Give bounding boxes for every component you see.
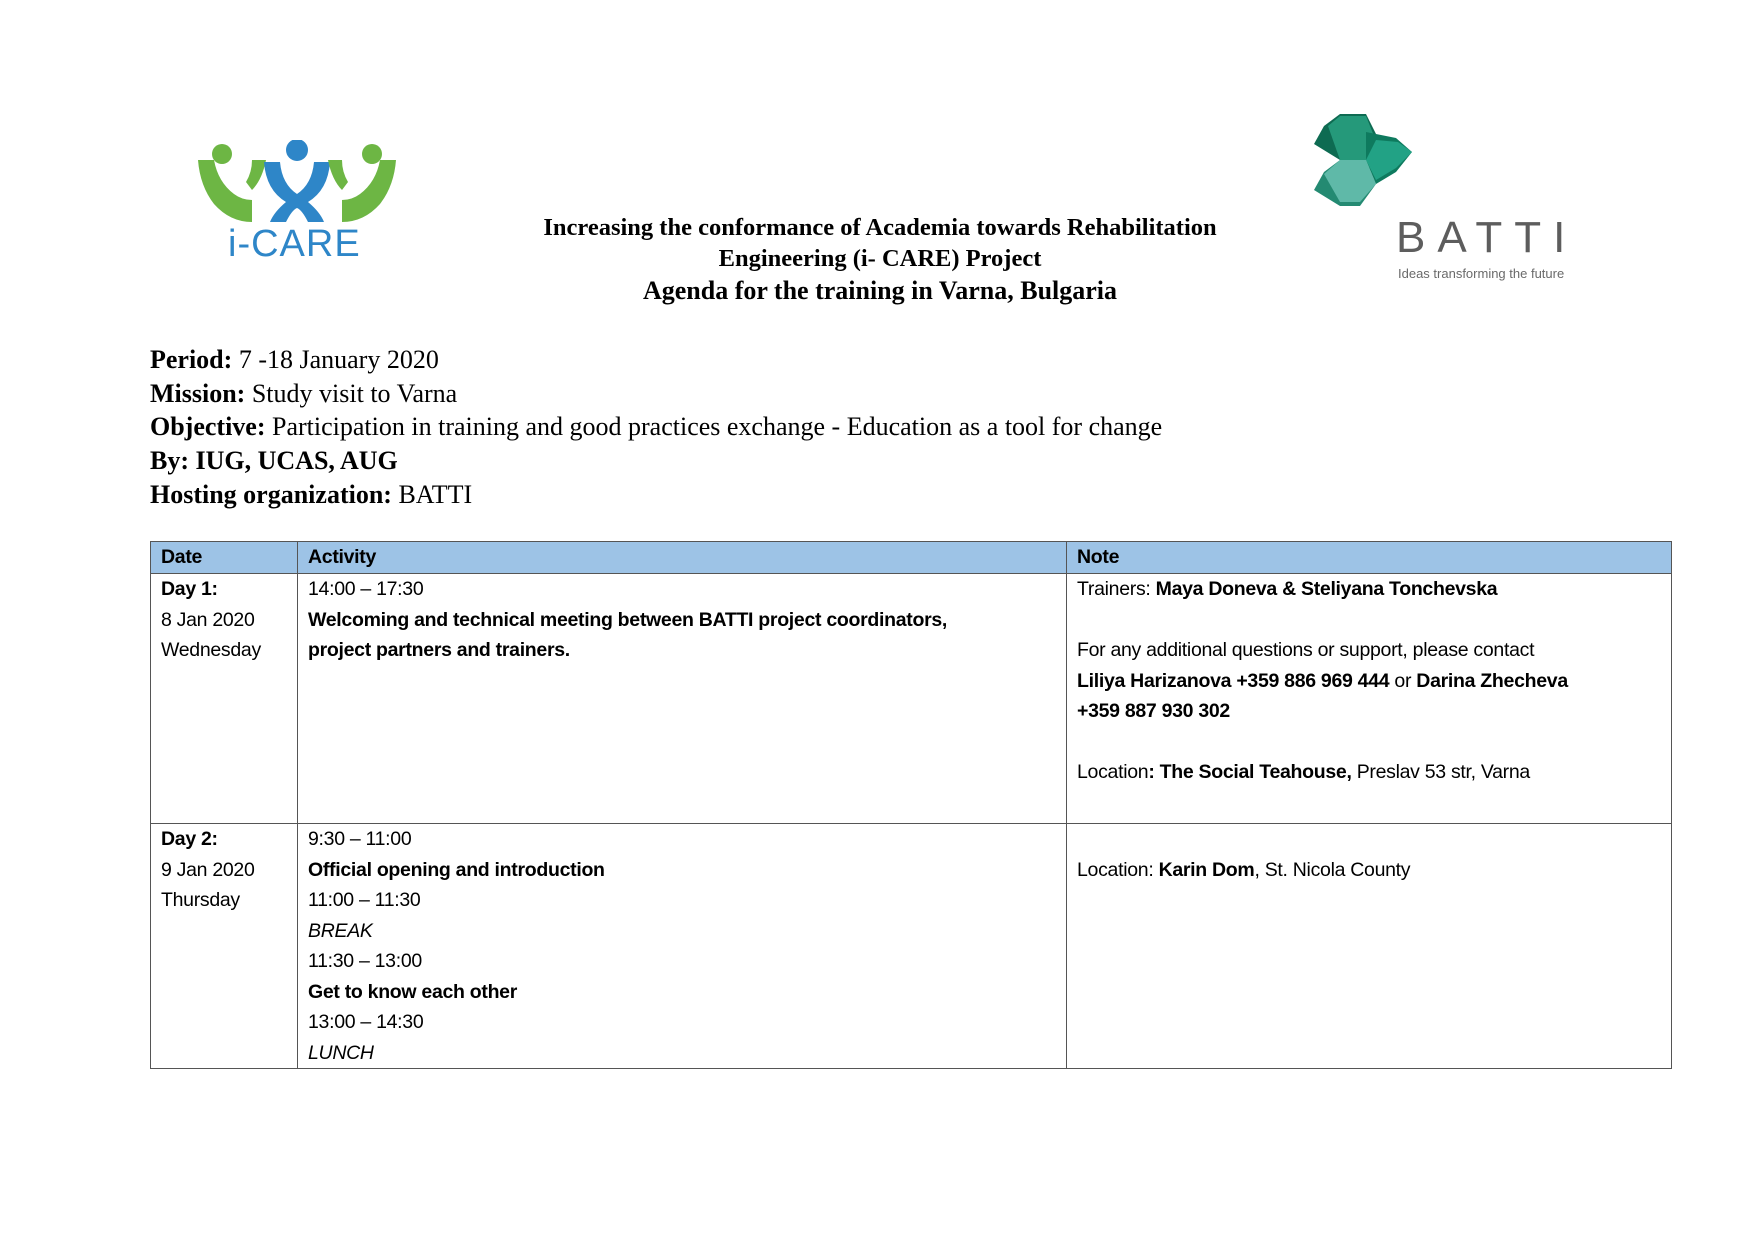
contact-1: Liliya Harizanova +359 886 969 444	[1077, 669, 1390, 692]
note-cell	[1067, 824, 1672, 1069]
activity-title: BREAK	[308, 919, 373, 942]
document-title	[470, 212, 1290, 307]
spacer	[1077, 824, 1661, 855]
activity-title: Get to know each other	[308, 980, 518, 1003]
batti-logo-tagline: Ideas transforming the future	[1398, 266, 1565, 281]
trainers-label: Trainers:	[1077, 578, 1156, 600]
activity-time: 9:30 – 11:00	[308, 828, 412, 850]
period-label: Period:	[150, 345, 233, 374]
agenda-table	[150, 541, 1672, 1069]
activity-title: Official opening and introduction	[308, 858, 605, 881]
activity-cell	[298, 824, 1067, 1069]
weekday-value: Thursday	[161, 889, 240, 911]
date-cell	[151, 824, 298, 1069]
date-cell	[151, 574, 298, 824]
weekday-value: Wednesday	[161, 639, 261, 661]
hosting-line	[150, 478, 1162, 512]
location-place: : The Social Teahouse,	[1148, 761, 1352, 783]
activity-title: LUNCH	[308, 1041, 374, 1064]
objective-line	[150, 410, 1162, 444]
activity-time: 13:00 – 14:30	[308, 1011, 424, 1033]
location-address: , St. Nicola County	[1254, 858, 1411, 881]
activity-cell	[298, 574, 1067, 824]
date-value: 8 Jan 2020	[161, 608, 255, 631]
header-date: Date	[151, 542, 298, 574]
mission-label: Mission:	[150, 378, 246, 408]
mission-line	[150, 377, 1162, 411]
activity-title: Welcoming and technical meeting between BATTI project coordinators,	[308, 608, 948, 631]
day-label: Day 2:	[161, 828, 218, 850]
batti-logo	[1310, 112, 1600, 287]
activity-title-continued: project partners and trainers.	[308, 639, 570, 661]
hosting-label: Hosting organization:	[150, 479, 392, 509]
by-line	[150, 444, 1162, 478]
table-header-row	[151, 542, 1672, 574]
training-info	[150, 343, 1162, 512]
batti-logo-name: BATTI	[1396, 213, 1578, 262]
by-label: By: IUG, UCAS, AUG	[150, 446, 398, 476]
activity-time: 11:00 – 11:30	[308, 889, 421, 911]
contact-text: For any additional questions or support, please contact	[1077, 639, 1535, 661]
activity-time: 11:30 – 13:00	[308, 950, 422, 972]
note-cell	[1067, 574, 1672, 824]
contact-2-phone: +359 887 930 302	[1077, 700, 1230, 722]
location-address: Preslav 53 str, Varna	[1351, 761, 1530, 783]
spacer	[1077, 605, 1661, 636]
icare-logo-text: i-CARE	[228, 223, 361, 265]
contact-line	[1077, 666, 1661, 697]
period-line	[150, 343, 1162, 377]
objective-value: Participation in training and good practices exchange - Education as a tool for change	[265, 412, 1163, 442]
batti-logo-hexagons	[1310, 112, 1420, 224]
period-value: 7 -18 January 2020	[232, 345, 439, 374]
title-line-1: Increasing the conformance of Academia towards Rehabilitation	[543, 214, 1217, 241]
contact-2-name: Darina Zhecheva	[1416, 669, 1568, 692]
date-value: 9 Jan 2020	[161, 858, 255, 881]
table-row	[151, 574, 1672, 824]
objective-label: Objective:	[150, 412, 266, 442]
location-label: Location	[1077, 761, 1149, 783]
title-line-3: Agenda for the training in Varna, Bulgaria	[642, 276, 1118, 305]
header-activity: Activity	[298, 542, 1067, 574]
table-row	[151, 824, 1672, 1069]
mission-value: Study visit to Varna	[245, 378, 458, 408]
contact-or: or	[1389, 669, 1417, 692]
hosting-value: BATTI	[391, 479, 473, 509]
header-note: Note	[1067, 542, 1672, 574]
title-line-2: Engineering (i- CARE) Project	[718, 245, 1042, 272]
day-label: Day 1:	[161, 578, 218, 600]
location-line	[1077, 757, 1661, 788]
activity-time: 14:00 – 17:30	[308, 578, 424, 600]
trainers-line	[1077, 574, 1661, 605]
trainers-names: Maya Doneva & Steliyana Tonchevska	[1155, 578, 1498, 600]
spacer	[1077, 727, 1661, 758]
icare-logo	[192, 140, 402, 266]
location-place: Karin Dom	[1158, 858, 1255, 881]
location-label: Location:	[1077, 858, 1159, 881]
location-line	[1077, 855, 1661, 886]
